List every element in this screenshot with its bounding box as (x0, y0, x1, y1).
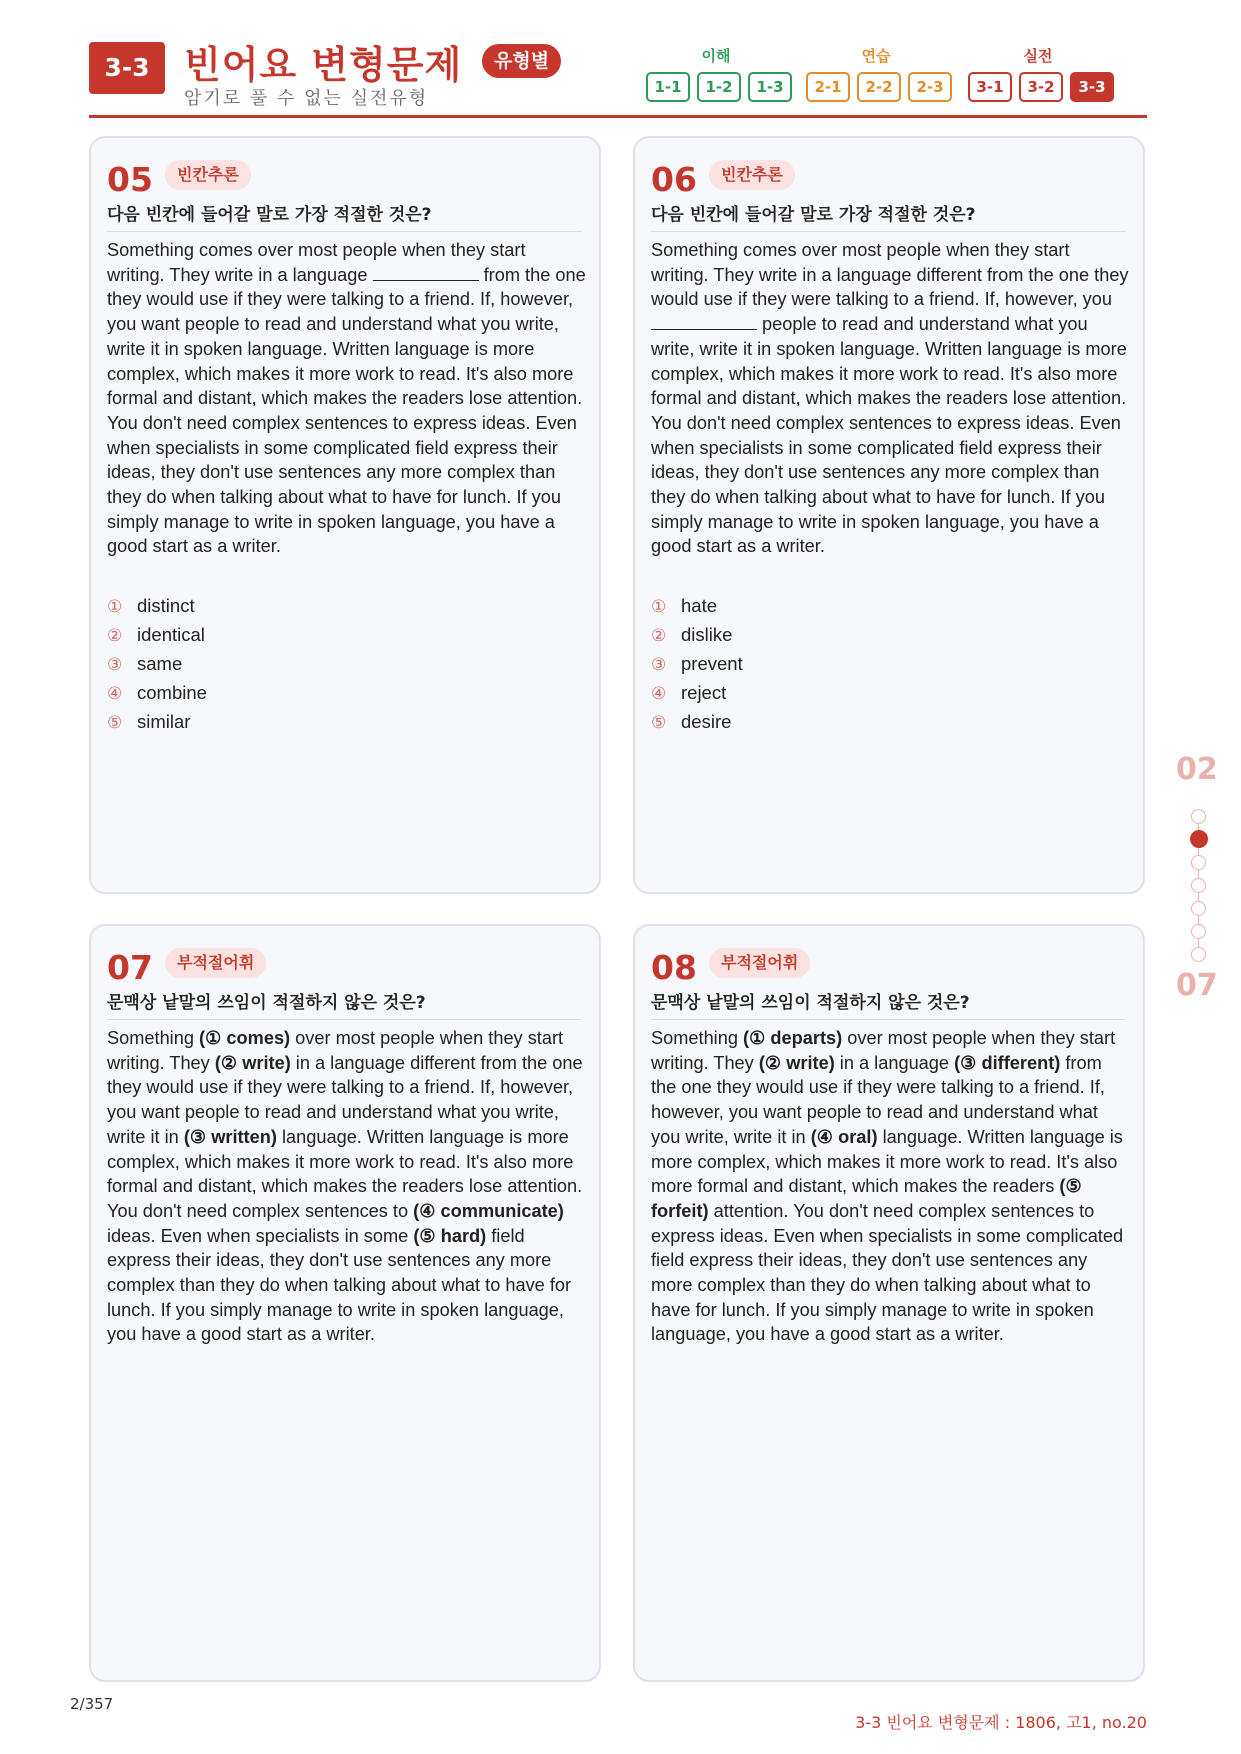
answer-option[interactable] (107, 649, 207, 678)
option-number: ① (651, 597, 667, 616)
marked-word: (① comes) (199, 1028, 291, 1048)
option-number: ③ (651, 655, 667, 674)
marked-word: (④ communicate) (413, 1200, 564, 1221)
answer-option[interactable] (651, 649, 743, 678)
question-instruction: 문맥상 낱말의 쓰임이 적절하지 않은 것은? (651, 993, 970, 1013)
page-dot[interactable] (1191, 924, 1206, 939)
page-dot[interactable] (1191, 947, 1206, 962)
marked-word: (③ written) (183, 1126, 277, 1147)
marked-word: (② write) (758, 1052, 835, 1073)
option-text: reject (681, 682, 727, 703)
section-badge: 3-3 (89, 42, 165, 94)
option-number: ⑤ (107, 713, 123, 732)
page-subtitle: 암기로 풀 수 없는 실전유형 (184, 88, 429, 109)
question-card-06 (633, 136, 1145, 894)
page-dot[interactable] (1191, 855, 1206, 870)
type-pill: 유형별 (482, 44, 561, 78)
level-group-label: 연습 (861, 47, 891, 65)
level-button-2-2[interactable]: 2-2 (857, 72, 901, 102)
level-button-1-3[interactable]: 1-3 (748, 72, 792, 102)
question-passage: Something comes over most people when they start writing. They write in a language different from the one they would use if they were talking to a friend. If, however, you people to read and understand what you write, write it in spoken language. Written language is more complex, which makes it more work to read. It's also more formal and distant, which makes the readers lose attention. You don't need complex sentences to express ideas. Even when specialists in some complicated field express their ideas, they don't use sentences any more complex than they do when talking about what to have for lunch. If you simply manage to write in spoken language, you have a good start as a writer. (651, 240, 1129, 557)
option-number: ② (107, 626, 123, 645)
level-button-3-1[interactable]: 3-1 (968, 72, 1012, 102)
question-number: 08 (651, 948, 697, 987)
question-number: 07 (107, 948, 153, 987)
question-type-tag: 빈칸추론 (709, 160, 795, 190)
instruction-divider (651, 1019, 1126, 1020)
answer-blank (651, 314, 757, 330)
question-passage: Something (① comes) over most people when they start writing. They (② write) in a language different from the one they would use if they were talking to a friend. If, however, you want people to read and understand what you write, write it in (③ written) language. Written language is more complex, which makes it more work to read. It's also more formal and distant, which makes the readers lose attention. You don't need complex sentences to (④ communicate) ideas. Even when specialists in some (⑤ hard) field express their ideas, they don't use sentences any more complex than they do when talking about what to have for lunch. If you simply manage to write in spoken language, you have a good start as a writer. (107, 1028, 583, 1345)
level-group-label: 이해 (701, 47, 731, 65)
option-text: same (137, 653, 183, 674)
source-reference: 3-3 빈어요 변형문제 : 1806, 고1, no.20 (855, 1713, 1147, 1732)
answer-option[interactable] (107, 620, 207, 649)
marked-word: (⑤ hard) (413, 1225, 487, 1246)
option-number: ③ (107, 655, 123, 674)
question-card-05 (89, 136, 601, 894)
option-text: distinct (137, 595, 195, 616)
marked-word: (④ oral) (810, 1126, 878, 1147)
page-title: 빈어요 변형문제 (184, 43, 463, 87)
marked-word: (② write) (214, 1052, 291, 1073)
level-button-2-3[interactable]: 2-3 (908, 72, 952, 102)
answer-option[interactable] (651, 707, 743, 736)
option-number: ④ (107, 684, 123, 703)
answer-option[interactable] (107, 678, 207, 707)
option-text: similar (137, 711, 191, 732)
question-passage: Something (① departs) over most people when they start writing. They (② write) in a language (③ different) from the one they would use if they were talking to a friend. If, however, you want people to read and understand what you write, write it in (④ oral) language. Written language is more complex, which makes it more work to read. It's also more formal and distant, which makes the readers (⑤ forfeit) attention. You don't need complex sentences to express ideas. Even when specialists in some complicated field express their ideas, they don't use sentences any more complex than they do when talking about what to have for lunch. If you simply manage to write in spoken language, you have a good start as a writer. (651, 1028, 1124, 1345)
level-button-1-2[interactable]: 1-2 (697, 72, 741, 102)
page-dot[interactable] (1191, 809, 1206, 824)
option-text: combine (137, 682, 207, 703)
answer-option[interactable] (107, 707, 207, 736)
instruction-divider (651, 231, 1126, 232)
option-text: desire (681, 711, 732, 732)
marked-word: (③ different) (954, 1052, 1061, 1073)
current-page-dot[interactable] (1190, 830, 1208, 848)
instruction-divider (107, 1019, 582, 1020)
question-card-08 (633, 924, 1145, 1682)
question-card-07 (89, 924, 601, 1682)
level-button-3-2[interactable]: 3-2 (1019, 72, 1063, 102)
page-counter: 2/357 (70, 1695, 114, 1713)
level-group-label: 실전 (1023, 47, 1053, 65)
answer-blank (373, 265, 479, 281)
instruction-divider (107, 231, 582, 232)
option-text: prevent (681, 653, 743, 674)
option-text: identical (137, 624, 205, 645)
answer-options (107, 591, 207, 736)
answer-option[interactable] (651, 678, 743, 707)
question-number: 06 (651, 160, 697, 199)
question-passage: Something comes over most people when they start writing. They write in a language from the one they would use if they were talking to a friend. If, however, you want people to read and understand what you write, write it in spoken language. Written language is more complex, which makes it more work to read. It's also more formal and distant, which makes the readers lose attention. You don't need complex sentences to express ideas. Even when specialists in some complicated field express their ideas, they don't use sentences any more complex than they do when talking about what to have for lunch. If you simply manage to write in spoken language, you have a good start as a writer. (107, 240, 586, 557)
level-button-1-1[interactable]: 1-1 (646, 72, 690, 102)
range-start-number: 02 (1176, 752, 1218, 787)
question-type-tag: 빈칸추론 (165, 160, 251, 190)
answer-option[interactable] (651, 591, 743, 620)
question-instruction: 다음 빈칸에 들어갈 말로 가장 적절한 것은? (107, 205, 432, 225)
header-divider (89, 115, 1147, 118)
option-number: ⑤ (651, 713, 667, 732)
marked-word: (⑤ forfeit) (651, 1176, 1082, 1221)
level-button-3-3[interactable]: 3-3 (1070, 72, 1114, 102)
page-dot[interactable] (1191, 901, 1206, 916)
answer-options (651, 591, 743, 736)
range-end-number: 07 (1176, 968, 1218, 1003)
page-dot[interactable] (1191, 878, 1206, 893)
question-type-tag: 부적절어휘 (165, 948, 266, 978)
answer-option[interactable] (107, 591, 207, 620)
level-button-2-1[interactable]: 2-1 (806, 72, 850, 102)
option-text: hate (681, 595, 718, 616)
question-instruction: 문맥상 낱말의 쓰임이 적절하지 않은 것은? (107, 993, 426, 1013)
answer-option[interactable] (651, 620, 743, 649)
option-text: dislike (681, 624, 733, 645)
option-number: ④ (651, 684, 667, 703)
question-type-tag: 부적절어휘 (709, 948, 810, 978)
question-instruction: 다음 빈칸에 들어갈 말로 가장 적절한 것은? (651, 205, 976, 225)
option-number: ① (107, 597, 123, 616)
option-number: ② (651, 626, 667, 645)
question-number: 05 (107, 160, 153, 199)
marked-word: (① departs) (743, 1028, 843, 1048)
